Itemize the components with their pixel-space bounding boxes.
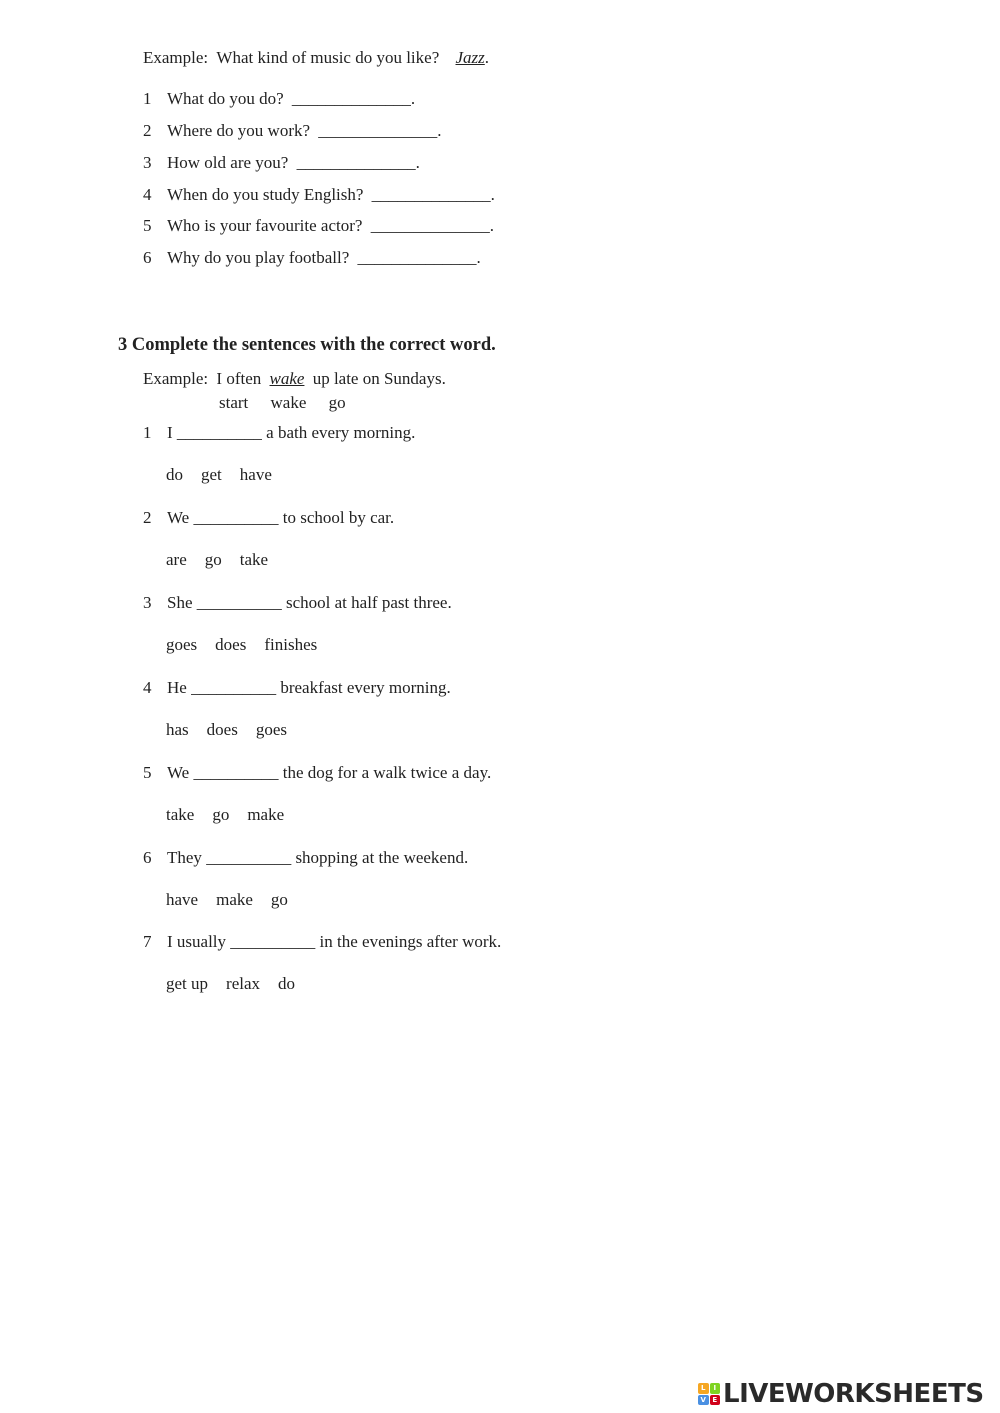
section3-example-options xyxy=(219,393,364,413)
option: go xyxy=(270,890,288,909)
question-number: 3 xyxy=(143,153,152,172)
example-before: I often xyxy=(216,369,262,388)
question-text: Why do you play football? xyxy=(167,248,350,267)
option: does xyxy=(206,720,238,739)
word-options xyxy=(166,805,302,825)
answer-blank[interactable]: __________ xyxy=(176,423,262,442)
question-row xyxy=(143,153,420,173)
question-end: . xyxy=(410,89,416,108)
question-text: When do you study English? xyxy=(167,185,364,204)
sentence-end: a bath every morning. xyxy=(266,423,416,442)
option: take xyxy=(166,805,195,824)
question-number: 6 xyxy=(143,248,152,267)
sentence-row xyxy=(143,508,394,528)
sentence-number: 6 xyxy=(143,848,152,867)
sentence-row xyxy=(143,932,501,952)
section3-example xyxy=(143,369,446,389)
option: go xyxy=(204,550,222,569)
sentence-end: school at half past three. xyxy=(286,593,452,612)
question-row xyxy=(143,121,442,141)
option: has xyxy=(166,720,189,739)
option: relax xyxy=(226,974,261,993)
word-options xyxy=(166,720,305,740)
answer-blank[interactable]: __________ xyxy=(193,763,279,782)
sentence-start: We xyxy=(167,508,190,527)
example-label: Example: xyxy=(143,369,209,388)
question-end: . xyxy=(437,121,442,140)
question-row xyxy=(143,216,494,236)
answer-blank[interactable]: ______________ xyxy=(357,248,477,267)
question-number: 2 xyxy=(143,121,152,140)
sentence-number: 5 xyxy=(143,763,152,782)
question-number: 5 xyxy=(143,216,152,235)
logo-square: I xyxy=(710,1383,721,1394)
word-options xyxy=(166,890,306,910)
answer-blank[interactable]: __________ xyxy=(196,593,282,612)
logo-square: E xyxy=(710,1395,721,1406)
answer-blank[interactable]: __________ xyxy=(193,508,279,527)
option: goes xyxy=(255,720,288,739)
liveworksheets-logo xyxy=(698,1381,984,1407)
logo-text: LIVEWORKSHEETS xyxy=(723,1379,984,1409)
section2-example xyxy=(143,48,489,68)
answer-blank[interactable]: ______________ xyxy=(370,216,490,235)
answer-blank[interactable]: __________ xyxy=(230,932,316,951)
sentence-number: 2 xyxy=(143,508,152,527)
question-text: Where do you work? xyxy=(167,121,311,140)
sentence-end: in the evenings after work. xyxy=(319,932,502,951)
answer-blank[interactable]: __________ xyxy=(206,848,292,867)
answer-blank[interactable]: __________ xyxy=(191,678,277,697)
question-end: . xyxy=(490,185,495,204)
option: have xyxy=(239,465,272,484)
option: do xyxy=(166,465,183,484)
sentence-number: 4 xyxy=(143,678,152,697)
sentence-end: shopping at the weekend. xyxy=(295,848,469,867)
answer-blank[interactable]: ______________ xyxy=(291,89,411,108)
example-answer: Jazz xyxy=(455,48,485,67)
option: finishes xyxy=(264,635,318,654)
question-number: 4 xyxy=(143,185,152,204)
word-options xyxy=(166,465,290,485)
question-end: . xyxy=(415,153,420,172)
question-row xyxy=(143,185,495,205)
question-text: How old are you? xyxy=(167,153,289,172)
question-text: What do you do? xyxy=(167,89,284,108)
question-row xyxy=(143,248,481,268)
section3-heading: 3 Complete the sentences with the correct word. xyxy=(118,335,496,355)
word-options xyxy=(166,550,286,570)
answer-blank[interactable]: ______________ xyxy=(371,185,491,204)
option: start xyxy=(219,393,249,412)
sentence-start: They xyxy=(167,848,202,867)
question-end: . xyxy=(489,216,494,235)
sentence-end: the dog for a walk twice a day. xyxy=(282,763,492,782)
option: go xyxy=(212,805,230,824)
sentence-number: 1 xyxy=(143,423,152,442)
option: go xyxy=(328,393,346,412)
example-answer: wake xyxy=(269,369,305,388)
example-label: Example: xyxy=(143,48,209,67)
sentence-start: He xyxy=(167,678,187,697)
sentence-start: I usually xyxy=(167,932,227,951)
example-question: What kind of music do you like? xyxy=(216,48,440,67)
option: make xyxy=(216,890,253,909)
logo-icon xyxy=(698,1383,720,1405)
sentence-number: 3 xyxy=(143,593,152,612)
option: wake xyxy=(270,393,307,412)
word-options xyxy=(166,635,335,655)
sentence-number: 7 xyxy=(143,932,152,951)
answer-blank[interactable]: ______________ xyxy=(296,153,416,172)
option: make xyxy=(247,805,285,824)
option: does xyxy=(215,635,247,654)
logo-square: L xyxy=(698,1383,709,1394)
option: have xyxy=(166,890,199,909)
example-end: . xyxy=(484,48,490,67)
option: goes xyxy=(166,635,198,654)
option: get xyxy=(201,465,222,484)
sentence-row xyxy=(143,848,468,868)
logo-square: V xyxy=(698,1395,709,1406)
sentence-end: breakfast every morning. xyxy=(280,678,451,697)
sentence-row xyxy=(143,678,451,698)
sentence-start: I xyxy=(167,423,173,442)
word-options xyxy=(166,974,313,994)
sentence-row xyxy=(143,423,415,443)
option: take xyxy=(239,550,269,569)
sentence-row xyxy=(143,763,491,783)
option: get up xyxy=(166,974,209,993)
question-number: 1 xyxy=(143,89,152,108)
question-row xyxy=(143,89,415,109)
sentence-end: to school by car. xyxy=(282,508,395,527)
question-text: Who is your favourite actor? xyxy=(167,216,363,235)
sentence-start: We xyxy=(167,763,190,782)
example-after: up late on Sundays. xyxy=(312,369,446,388)
question-end: . xyxy=(476,248,481,267)
sentence-row xyxy=(143,593,452,613)
sentence-start: She xyxy=(167,593,193,612)
option: are xyxy=(166,550,187,569)
option: do xyxy=(278,974,296,993)
answer-blank[interactable]: ______________ xyxy=(318,121,438,140)
